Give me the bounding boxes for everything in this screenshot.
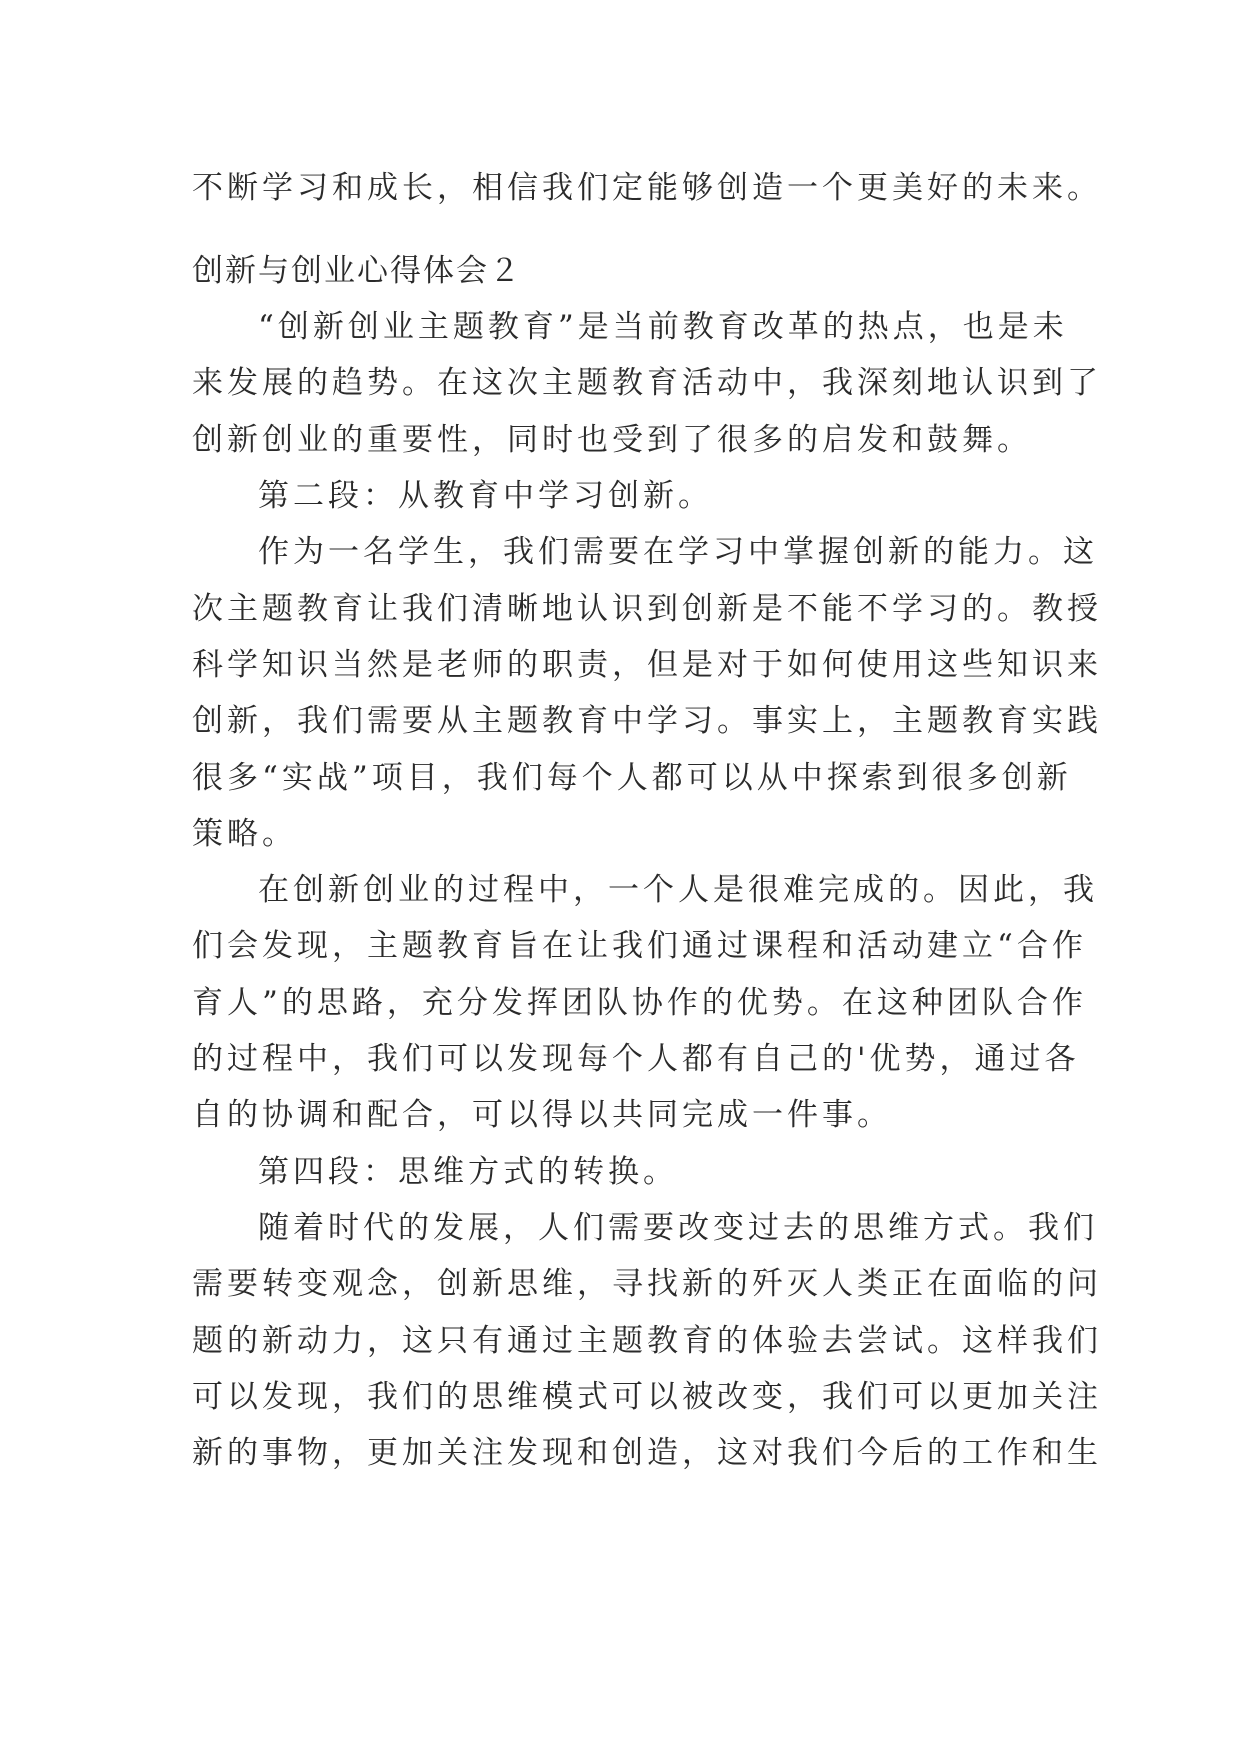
- paragraph-line: 次主题教育让我们清晰地认识到创新是不能不学习的。教授: [192, 591, 1102, 627]
- paragraph-line: 科学知识当然是老师的职责，但是对于如何使用这些知识来: [192, 647, 1102, 683]
- paragraph-line: 创新，我们需要从主题教育中学习。事实上，主题教育实践: [192, 703, 1102, 739]
- paragraph-line: 需要转变观念，创新思维，寻找新的歼灭人类正在面临的问: [192, 1266, 1102, 1302]
- subheading: 第二段：从教育中学习创新。: [258, 478, 713, 514]
- paragraph-line: 们会发现，主题教育旨在让我们通过课程和活动建立“合作: [192, 928, 1087, 964]
- subheading: 第四段：思维方式的转换。: [258, 1154, 678, 1190]
- paragraph-line: 自的协调和配合，可以得以共同完成一件事。: [192, 1097, 892, 1133]
- paragraph-line: 不断学习和成长，相信我们定能够创造一个更美好的未来。: [192, 170, 1102, 206]
- paragraph-line: 在创新创业的过程中，一个人是很难完成的。因此，我: [258, 872, 1098, 908]
- paragraph-line: 题的新动力，这只有通过主题教育的体验去尝试。这样我们: [192, 1323, 1102, 1359]
- paragraph-line: 创新创业的重要性，同时也受到了很多的启发和鼓舞。: [192, 422, 1032, 458]
- paragraph-line: 很多“实战”项目，我们每个人都可以从中探索到很多创新: [192, 760, 1072, 796]
- paragraph-line: 育人”的思路，充分发挥团队协作的优势。在这种团队合作: [192, 985, 1087, 1021]
- paragraph-line: 的过程中，我们可以发现每个人都有自己的'优势，通过各: [192, 1041, 1080, 1077]
- paragraph-line: “创新创业主题教育”是当前教育改革的热点，也是未: [258, 309, 1068, 345]
- paragraph-line: 随着时代的发展，人们需要改变过去的思维方式。我们: [258, 1210, 1098, 1246]
- paragraph-line: 新的事物，更加关注发现和创造，这对我们今后的工作和生: [192, 1435, 1102, 1471]
- paragraph-line: 策略。: [192, 816, 297, 852]
- paragraph-line: 可以发现，我们的思维模式可以被改变，我们可以更加关注: [192, 1379, 1102, 1415]
- paragraph-line: 来发展的趋势。在这次主题教育活动中，我深刻地认识到了: [192, 365, 1102, 401]
- paragraph-line: 作为一名学生，我们需要在学习中掌握创新的能力。这: [258, 534, 1098, 570]
- section-title: 创新与创业心得体会２: [192, 253, 522, 289]
